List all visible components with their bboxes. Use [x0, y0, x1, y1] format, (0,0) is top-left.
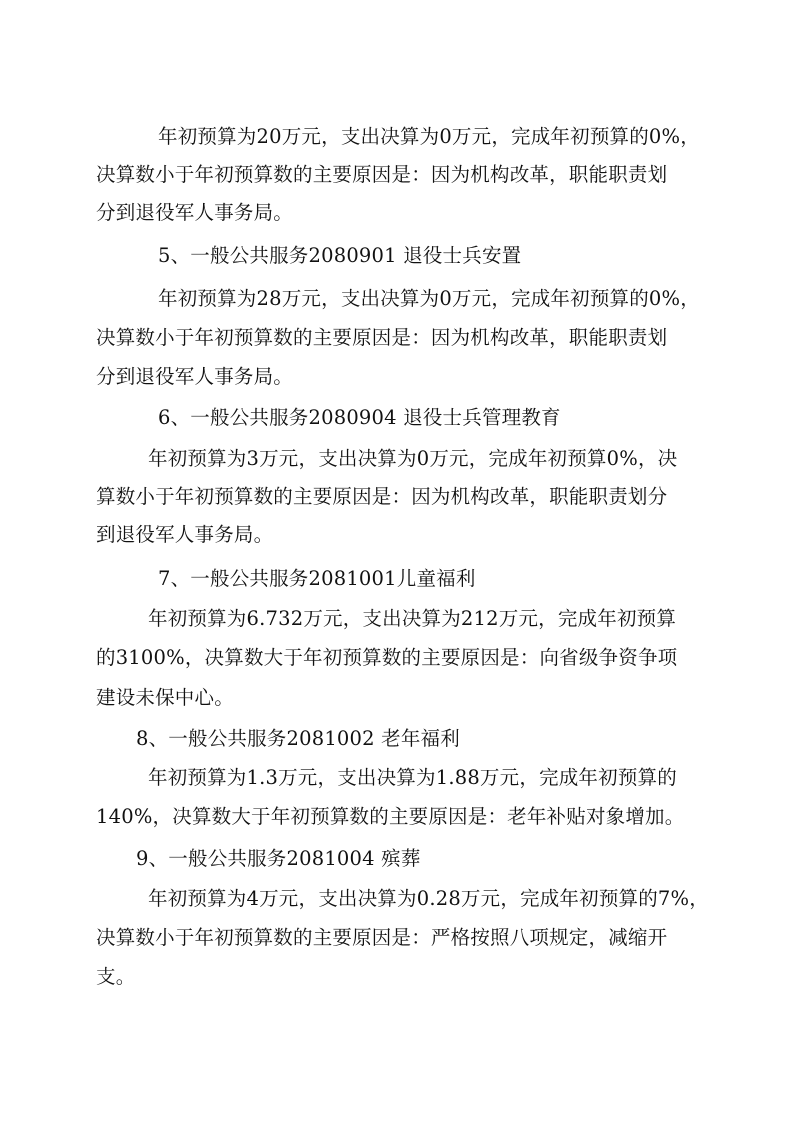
paragraph-line-5: 年初预算为28万元，支出决算为0万元，完成年初预算的0%， — [158, 287, 700, 310]
paragraph-line-13: 年初预算为6.732万元，支出决算为212万元，完成年初预算 — [148, 607, 677, 630]
paragraph-line-9: 年初预算为3万元，支出决算为0万元，完成年初预算0%，决 — [148, 447, 678, 470]
section-heading-7: 7、一般公共服务2081001儿童福利 — [158, 567, 476, 590]
paragraph-line-1: 年初预算为20万元，支出决算为0万元，完成年初预算的0%， — [158, 125, 700, 148]
paragraph-line-22: 支。 — [96, 965, 136, 988]
paragraph-line-2: 决算数小于年初预算数的主要原因是：因为机构改革，职能职责划 — [96, 163, 668, 186]
paragraph-line-18: 140%，决算数大于年初预算数的主要原因是：老年补贴对象增加。 — [96, 805, 685, 828]
paragraph-line-10: 算数小于年初预算数的主要原因是：因为机构改革，职能职责划分 — [96, 485, 668, 508]
section-heading-9: 9、一般公共服务2081004 殡葬 — [136, 847, 421, 870]
section-heading-5: 5、一般公共服务2080901 退役士兵安置 — [158, 244, 522, 267]
paragraph-line-20: 年初预算为4万元，支出决算为0.28万元，完成年初预算的7%， — [148, 887, 709, 910]
section-heading-8: 8、一般公共服务2081002 老年福利 — [136, 727, 460, 750]
paragraph-line-21: 决算数小于年初预算数的主要原因是：严格按照八项规定，减缩开 — [96, 926, 668, 949]
paragraph-line-15: 建设未保中心。 — [96, 686, 234, 709]
paragraph-line-11: 到退役军人事务局。 — [96, 523, 274, 546]
paragraph-line-6: 决算数小于年初预算数的主要原因是：因为机构改革，职能职责划 — [96, 326, 668, 349]
paragraph-line-17: 年初预算为1.3万元，支出决算为1.88万元，完成年初预算的 — [148, 766, 677, 789]
section-heading-6: 6、一般公共服务2080904 退役士兵管理教育 — [158, 406, 561, 429]
paragraph-line-7: 分到退役军人事务局。 — [96, 365, 294, 388]
paragraph-line-3: 分到退役军人事务局。 — [96, 201, 294, 224]
paragraph-line-14: 的3100%，决算数大于年初预算数的主要原因是：向省级争资争项 — [96, 646, 678, 669]
